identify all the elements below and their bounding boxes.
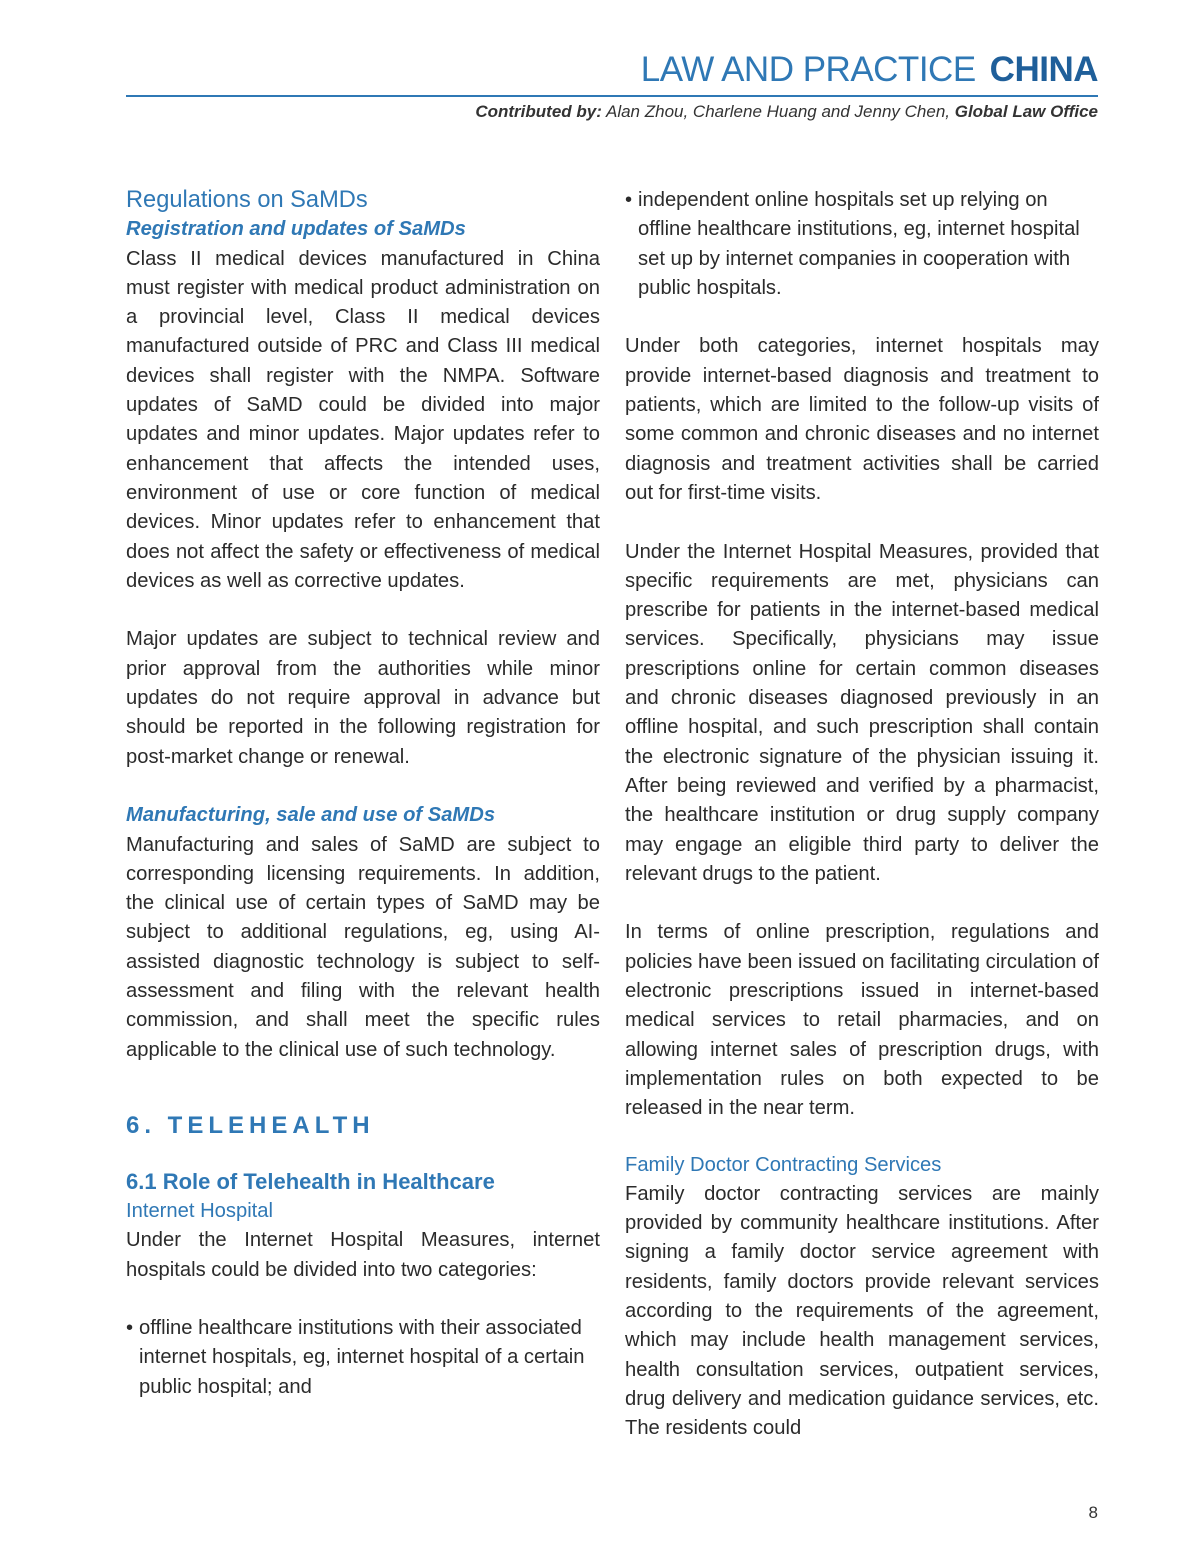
bullet-text: independent online hospitals set up relying on offline healthcare institutions, eg, internet hospital set up by internet companies in cooperation with public hospitals. — [638, 189, 1080, 299]
header-divider — [126, 95, 1098, 97]
left-column — [126, 186, 600, 1402]
heading-internet-hospital: Internet Hospital — [126, 1199, 274, 1222]
heading-registration-updates: Registration and updates of SaMDs — [126, 218, 466, 241]
contributors-names: Alan Zhou, Charlene Huang and Jenny Chen, — [601, 102, 955, 121]
list-item — [625, 186, 1099, 303]
paragraph-manufacturing: Manufacturing and sales of SaMD are subject to corresponding licensing requirements. In addition, the clinical use of certain types of SaMD may be subject to additional regulations, eg, using AI-assisted diagnostic technology is subject to self-assessment and filing with the relevant health commission, and shall meet the specific rules applicable to the clinical use of such technology. — [126, 833, 600, 1061]
bullet-icon: • — [625, 189, 633, 211]
paragraph-registration: Class II medical devices manufactured in China must register with medical product administration on a provincial level, Class II medical devices manufactured outside of PRC and Class III medical devices shall register with the NMPA. Software updates of SaMD could be divided into major updates and minor updates. Major updates refer to enhancement that affects the intended uses, environment of use or core function of medical devices. Minor updates refer to enhancement that does not affect the safety or effectiveness of medical devices as well as corrective updates. — [126, 247, 600, 592]
subsection-heading-role: 6.1 Role of Telehealth in Healthcare — [126, 1168, 495, 1194]
contributors-firm: Global Law Office — [954, 102, 1098, 121]
paragraph-major-updates: Major updates are subject to technical review and prior approval from the authorities while minor updates do not require approval in advance but should be reported in the following registration for post-market change or renewal. — [126, 628, 600, 768]
right-column — [625, 186, 1099, 1443]
paragraph-family-doctor: Family doctor contracting services are mainly provided by community healthcare institutions. After signing a family doctor service agreement with residents, family doctors provide relevant services according to the requirements of the agreement, which may include health management services, health consultation services, outpatient services, drug delivery and medication guidance services, etc. The residents could — [625, 1182, 1099, 1440]
page-number: 8 — [1088, 1503, 1098, 1522]
paragraph-online-prescription: In terms of online prescription, regulations and policies have been issued on facilitating circulation of electronic prescriptions issued in internet-based medical services to retail pharmacies, and on allowing internet sales of prescription drugs, with implementation rules on both expected to be released in the near term. — [625, 921, 1099, 1120]
paragraph-internet-hospital: Under the Internet Hospital Measures, internet hospitals could be divided into two categories: — [126, 1229, 600, 1281]
page-header-title — [641, 50, 1098, 90]
header-title-country: CHINA — [989, 50, 1098, 89]
section-heading-telehealth: 6. TELEHEALTH — [126, 1111, 375, 1139]
bullet-text: offline healthcare institutions with their associated internet hospitals, eg, internet hospital of a certain public hospital; and — [139, 1317, 585, 1398]
heading-regulations-samds: Regulations on SaMDs — [126, 187, 368, 213]
contributors-label: Contributed by: — [475, 102, 602, 121]
contributors-line — [475, 102, 1098, 122]
paragraph-both-categories: Under both categories, internet hospitals may provide internet-based diagnosis and treatment to patients, which are limited to the follow-up visits of some common and chronic diseases and no internet diagnosis and treatment activities shall be carried out for first-time visits. — [625, 335, 1099, 504]
header-title-light: LAW AND PRACTICE — [640, 50, 976, 89]
bullet-icon: • — [126, 1317, 134, 1340]
list-item — [126, 1314, 600, 1402]
heading-manufacturing-sale: Manufacturing, sale and use of SaMDs — [126, 804, 496, 827]
paragraph-prescriptions: Under the Internet Hospital Measures, provided that specific requirements are met, physicians can prescribe for patients in the internet-based medical services. Specifically, physicians may issue prescriptions online for certain common diseases and chronic diseases diagnosed previously in an offline hospital, and such prescription shall contain the electronic signature of the physician issuing it. After being reviewed and verified by a pharmacist, the healthcare institution or drug supply company may engage an eligible third party to deliver the relevant drugs to the patient. — [625, 540, 1099, 885]
heading-family-doctor: Family Doctor Contracting Services — [625, 1153, 942, 1176]
